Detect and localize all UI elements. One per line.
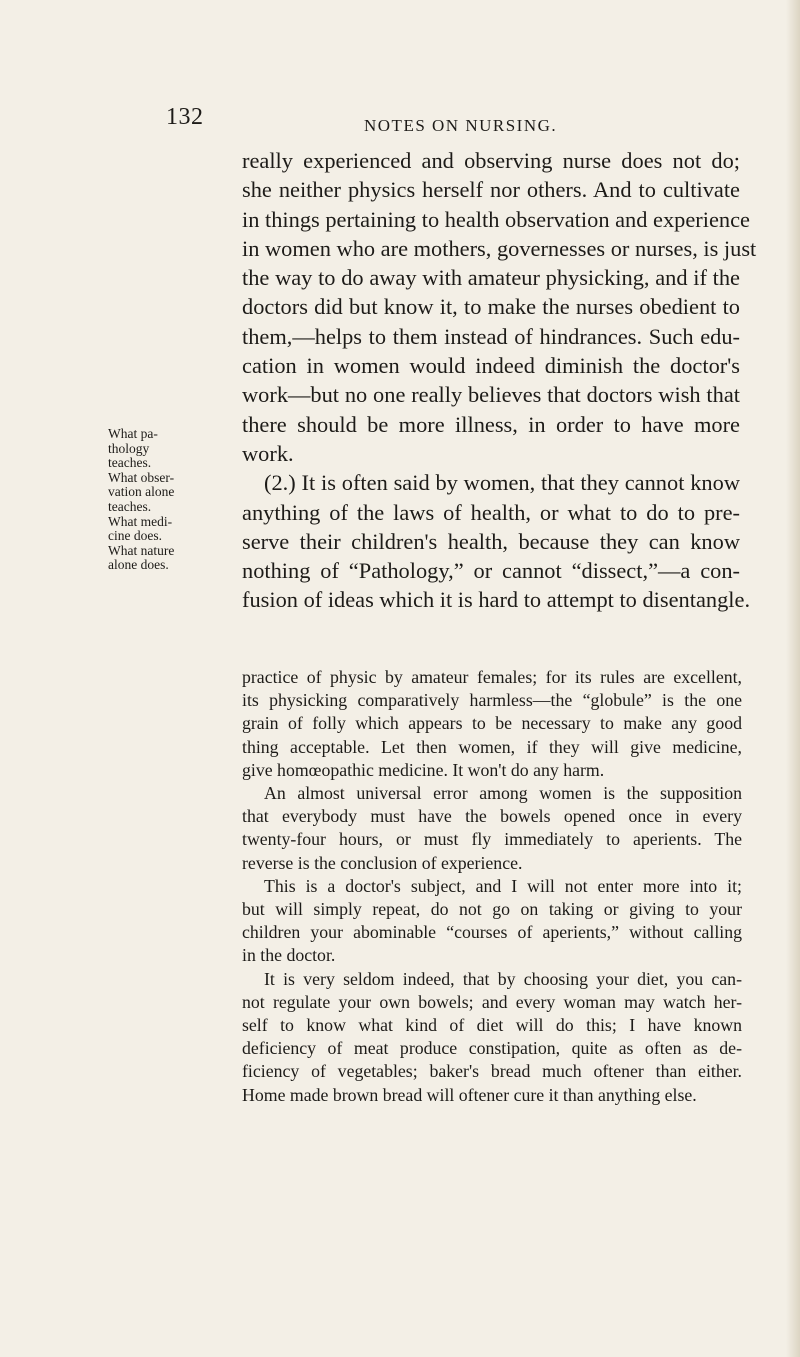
margin-note: teaches. xyxy=(108,498,152,514)
main-line: fusion of ideas which it is hard to attempt to disentangle. xyxy=(242,587,751,613)
footnote-line: in the doctor. xyxy=(242,945,336,966)
footnote-line: It is very seldom indeed, that by choosing your diet, you can- xyxy=(264,968,742,989)
footnote-line: reverse is the conclusion of experience. xyxy=(242,852,523,873)
main-line: anything of the laws of health, or what to do to pre- xyxy=(242,499,740,525)
footnote-line: but will simply repeat, do not go on taking or giving to your xyxy=(242,899,742,920)
page-edge-shadow xyxy=(786,0,800,1357)
footnote-line: its physicking comparatively harmless—the “globule” is the one xyxy=(242,690,742,711)
footnote-line: Home made brown bread will oftener cure it than anything else. xyxy=(242,1084,697,1105)
main-line: nothing of “Pathology,” or cannot “dissect,”—a con- xyxy=(242,558,740,584)
footnote-line: give homœopathic medicine. It won't do any harm. xyxy=(242,759,605,780)
main-line: serve their children's health, because they can know xyxy=(242,528,740,554)
margin-note: What obser- xyxy=(108,469,175,485)
footnote-line: practice of physic by amateur females; for its rules are excellent, xyxy=(242,667,742,687)
footnote-line: not regulate your own bowels; and every woman may watch her- xyxy=(242,991,742,1012)
main-line: in women who are mothers, governesses or nurses, is just xyxy=(242,235,757,261)
footnote-line: An almost universal error among women is the supposition xyxy=(264,783,742,804)
margin-note: thology xyxy=(108,440,150,456)
main-paragraphs xyxy=(242,146,757,615)
main-line: work—but no one really believes that doctors wish that xyxy=(242,382,740,408)
margin-note: vation alone xyxy=(108,484,175,500)
margin-note: teaches. xyxy=(108,455,152,471)
main-line: (2.) It is often said by women, that they cannot know xyxy=(264,470,740,496)
footnote-line: ficiency of vegetables; baker's bread much oftener than either. xyxy=(242,1061,742,1082)
footnote xyxy=(242,666,742,1107)
main-line: cation in women would indeed diminish the doctor's xyxy=(242,353,740,379)
main-line: in things pertaining to health observation and experience xyxy=(242,206,750,232)
main-line: them,—helps to them instead of hindrances. Such edu- xyxy=(242,323,740,349)
margin-note: alone does. xyxy=(108,557,169,573)
margin-note: What nature xyxy=(108,542,175,558)
main-line: she neither physics herself nor others. And to cultivate xyxy=(242,177,740,203)
margin-note: cine does. xyxy=(108,528,162,544)
footnote-line: deficiency of meat produce constipation, quite as often as de- xyxy=(242,1038,742,1059)
page-number: 132 xyxy=(166,104,204,130)
margin-note: What medi- xyxy=(108,513,173,529)
main-line: really experienced and observing nurse does not do; xyxy=(242,148,740,173)
margin-notes xyxy=(108,427,234,573)
footnote-line: self to know what kind of diet will do this; I have known xyxy=(242,1015,742,1036)
running-title: NOTES ON NURSING. xyxy=(364,116,558,135)
margin-note: What pa- xyxy=(108,426,158,441)
footnote-line: twenty-four hours, or must fly immediately to aperients. The xyxy=(242,829,742,850)
footnote-line: thing acceptable. Let then women, if they will give medicine, xyxy=(242,736,742,757)
footnote-line: This is a doctor's subject, and I will not enter more into it; xyxy=(264,875,742,896)
footnote-line: children your abominable “courses of aperients,” without calling xyxy=(242,922,742,943)
main-line: work. xyxy=(242,440,294,466)
footnote-line: that everybody must have the bowels opened once in every xyxy=(242,806,742,827)
main-line: doctors did but know it, to make the nurses obedient to xyxy=(242,294,740,320)
footnote-line: grain of folly which appears to be necessary to make any good xyxy=(242,713,742,734)
main-line: there should be more illness, in order to have more xyxy=(242,411,740,437)
main-line: the way to do away with amateur physicking, and if the xyxy=(242,265,740,291)
